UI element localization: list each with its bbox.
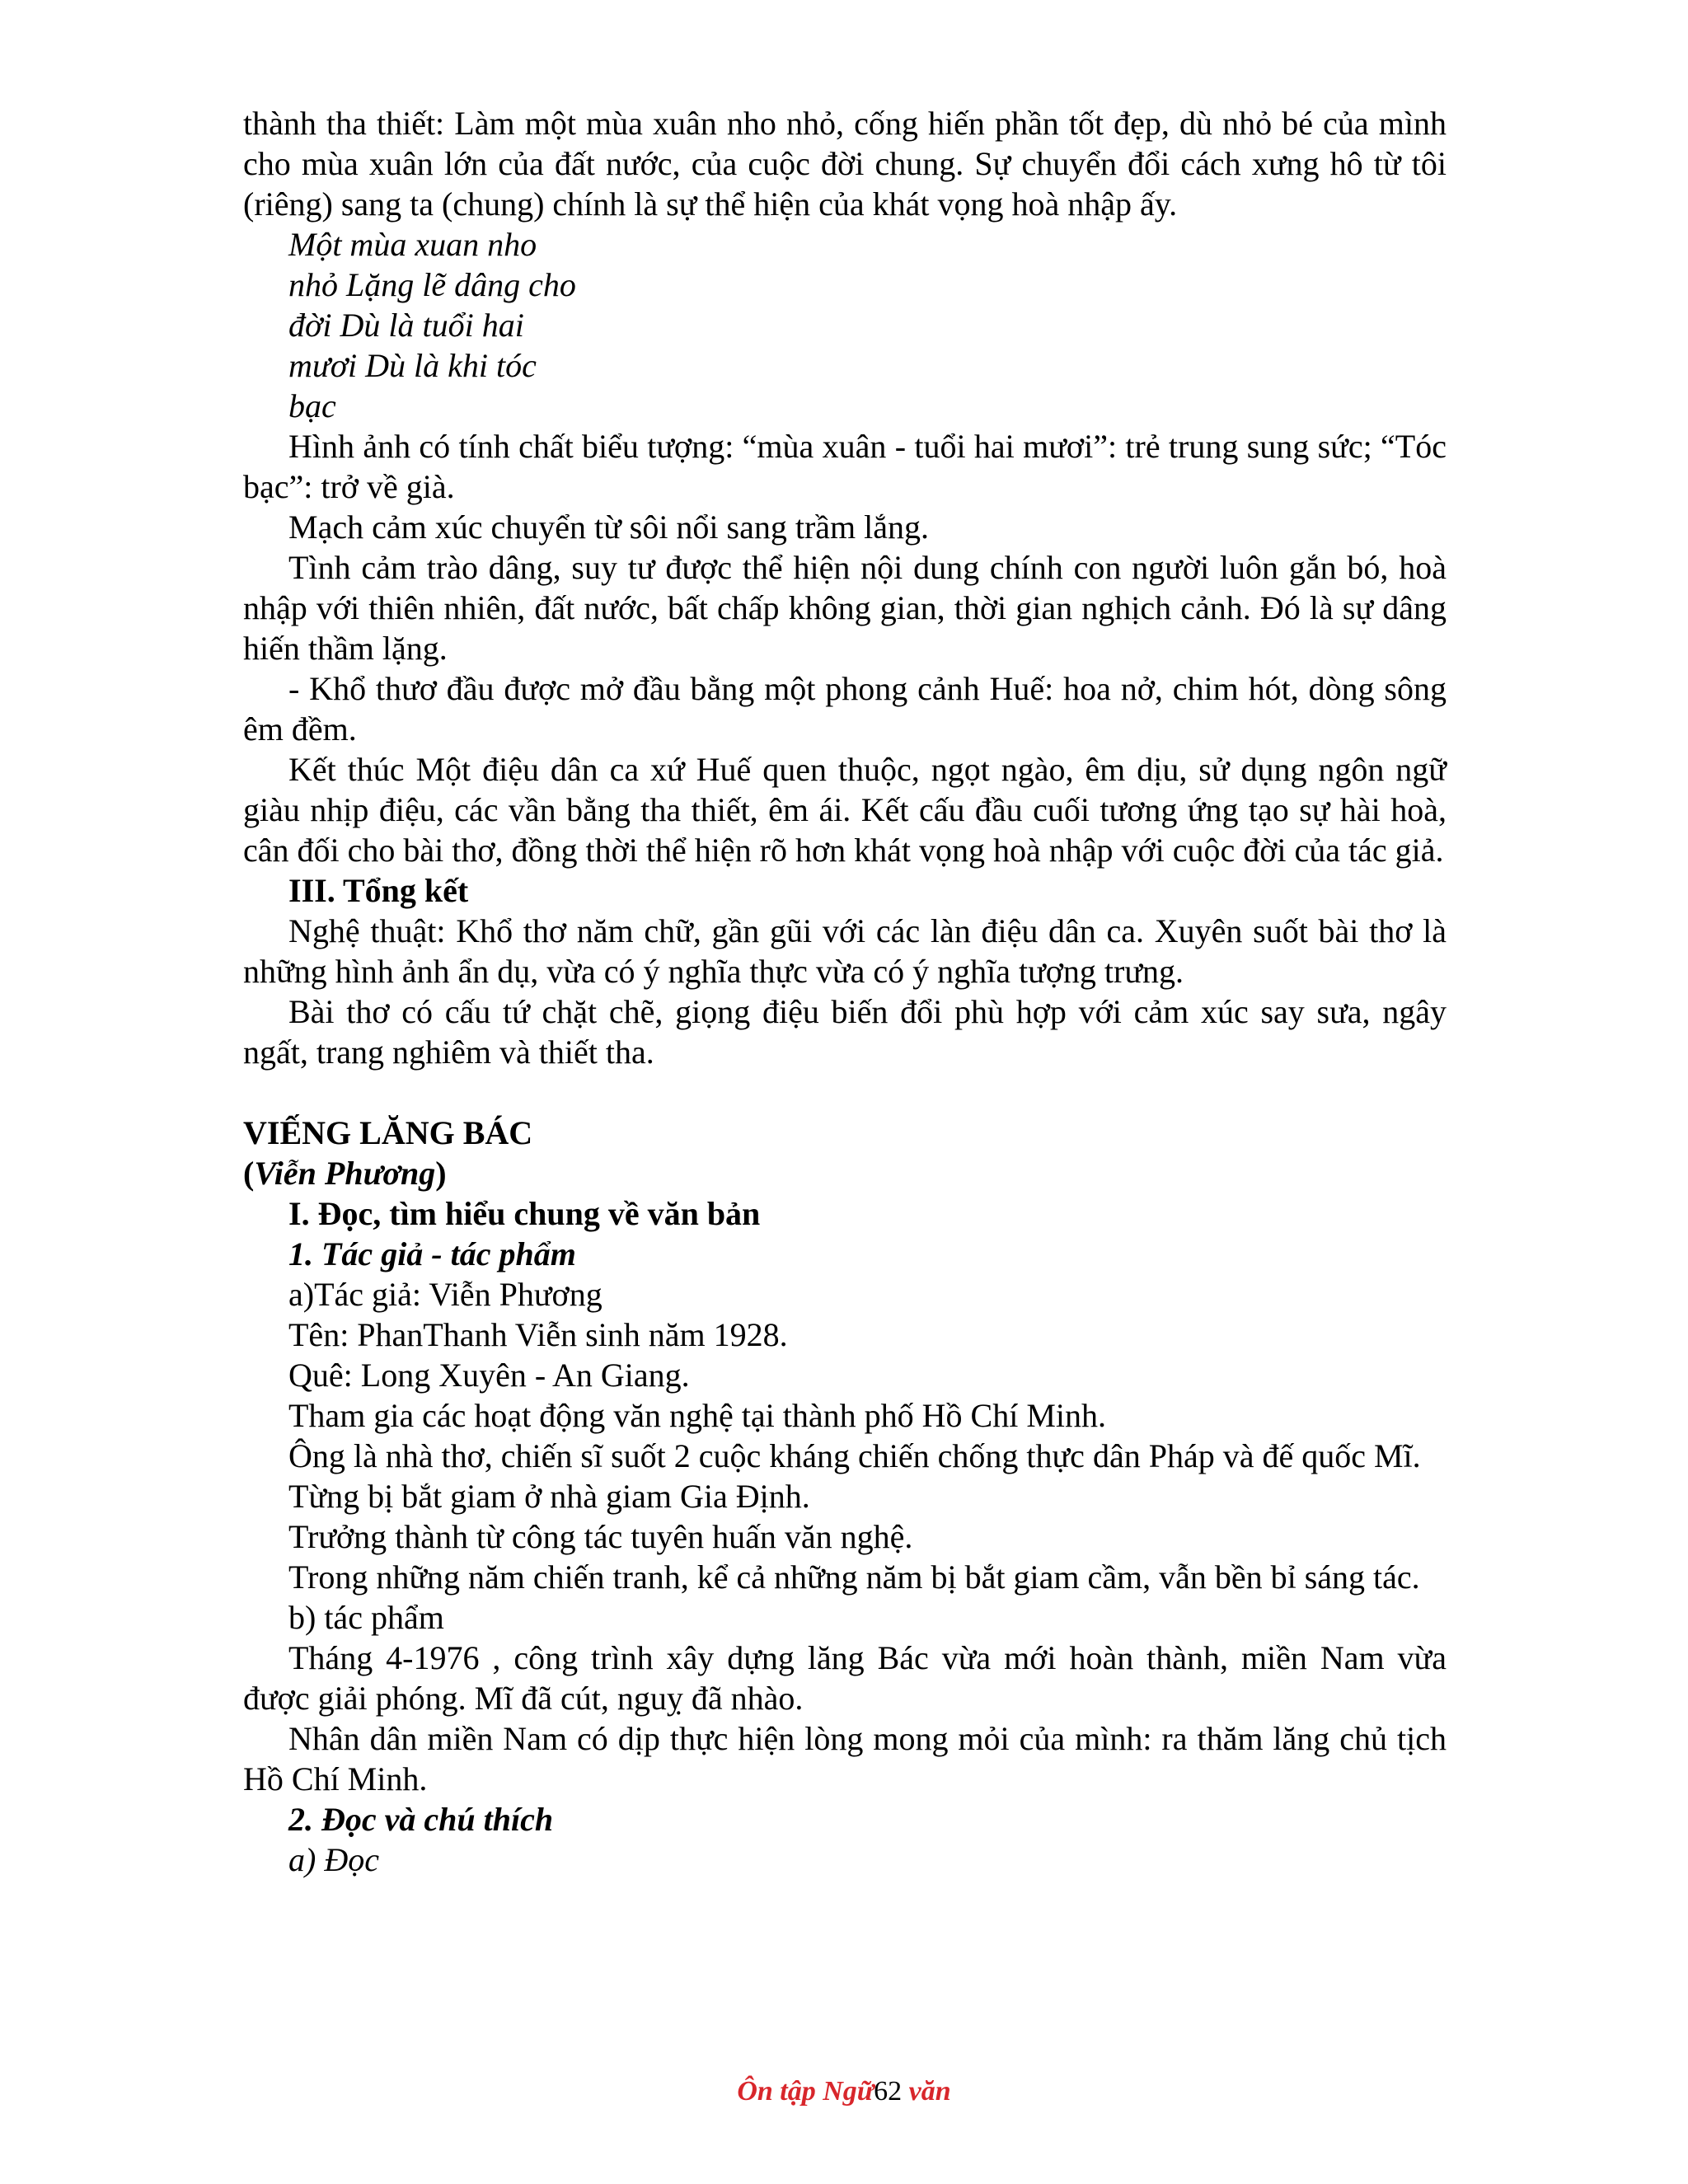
page-number: 62 bbox=[874, 2076, 903, 2107]
footer-title-left: Ôn tập Ngữ bbox=[737, 2076, 874, 2107]
page-footer bbox=[0, 2075, 1688, 2108]
author-paren-open: ( bbox=[243, 1155, 255, 1192]
paragraph: Hình ảnh có tính chất biểu tượng: “mùa xuân - tuổi hai mươi”: trẻ trung sung sức; “Tóc bạc”: trở về già. bbox=[243, 428, 1447, 505]
paragraph: Nhân dân miền Nam có dịp thực hiện lòng mong mỏi của mình: ra thăm lăng chủ tịch Hồ Chí Minh. bbox=[243, 1720, 1447, 1797]
paragraph: Từng bị bắt giam ở nhà giam Gia Định. bbox=[288, 1478, 810, 1515]
author-paren-close: ) bbox=[435, 1155, 447, 1192]
paragraph: Mạch cảm xúc chuyển từ sôi nổi sang trầm lắng. bbox=[288, 509, 930, 546]
subsection-heading: 2. Đọc và chú thích bbox=[288, 1801, 554, 1838]
paragraph: - Khổ thươ đầu được mở đầu bằng một phong cảnh Huế: hoa nở, chim hót, dòng sông êm đềm. bbox=[243, 670, 1447, 748]
poem-excerpt bbox=[288, 224, 1447, 426]
poem-line: nhỏ Lặng lẽ dâng cho bbox=[288, 266, 576, 303]
author-name: Viễn Phương bbox=[254, 1155, 436, 1192]
poem-line: đời Dù là tuổi hai bbox=[288, 307, 524, 344]
section-heading: III. Tổng kết bbox=[288, 872, 469, 909]
paragraph: Bài thơ có cấu tứ chặt chẽ, giọng điệu biến đổi phù hợp với cảm xúc say sưa, ngây ngất, trang nghiêm và thiết tha. bbox=[243, 993, 1447, 1071]
page-content bbox=[243, 103, 1447, 1880]
paragraph: Kết thúc Một điệu dân ca xứ Huế quen thuộc, ngọt ngào, êm dịu, sử dụng ngôn ngữ giàu nhịp điệu, các vần bằng tha thiết, êm ái. Kết cấu đầu cuối tương ứng tạo sự hài hoà, cân đối cho bài thơ, đồng thời thể hiện rõ hơn khát vọng hoà nhập với cuộc đời của tác giả. bbox=[243, 751, 1447, 869]
poem-author bbox=[243, 1153, 1447, 1193]
poem-line: bạc bbox=[288, 387, 336, 424]
footer-title-right: văn bbox=[902, 2076, 951, 2107]
paragraph: Tham gia các hoạt động văn nghệ tại thành phố Hồ Chí Minh. bbox=[288, 1397, 1107, 1434]
poem-line: mươi Dù là khi tóc bbox=[288, 347, 537, 384]
paragraph: Ông là nhà thơ, chiến sĩ suốt 2 cuộc kháng chiến chống thực dân Pháp và đế quốc Mĩ. bbox=[288, 1437, 1421, 1474]
poem-title: VIẾNG LĂNG BÁC bbox=[243, 1114, 533, 1151]
paragraph: Nghệ thuật: Khổ thơ năm chữ, gần gũi với các làn điệu dân ca. Xuyên suốt bài thơ là những hình ảnh ẩn dụ, vừa có ý nghĩa thực vừa có ý nghĩa tượng trưng. bbox=[243, 912, 1447, 990]
spacer bbox=[243, 1072, 1447, 1113]
paragraph: Trưởng thành từ công tác tuyên huấn văn nghệ. bbox=[288, 1518, 913, 1555]
paragraph: Tên: PhanThanh Viễn sinh năm 1928. bbox=[288, 1316, 788, 1353]
paragraph: Tháng 4-1976 , công trình xây dựng lăng Bác vừa mới hoàn thành, miền Nam vừa được giải phóng. Mĩ đã cút, nguỵ đã nhào. bbox=[243, 1639, 1447, 1717]
poem-line: Một mùa xuan nho bbox=[288, 226, 537, 263]
section-heading: I. Đọc, tìm hiểu chung về văn bản bbox=[288, 1195, 761, 1232]
paragraph: b) tác phẩm bbox=[288, 1599, 444, 1636]
paragraph: a) Đọc bbox=[288, 1841, 379, 1878]
paragraph: Tình cảm trào dâng, suy tư được thể hiện nội dung chính con người luôn gắn bó, hoà nhập với thiên nhiên, đất nước, bất chấp không gian, thời gian nghịch cảnh. Đó là sự dâng hiến thầm lặng. bbox=[243, 549, 1447, 667]
paragraph: Trong những năm chiến tranh, kể cả những năm bị bắt giam cầm, vẫn bền bỉ sáng tác. bbox=[288, 1558, 1420, 1596]
paragraph: thành tha thiết: Làm một mùa xuân nho nhỏ, cống hiến phần tốt đẹp, dù nhỏ bé của mình cho mùa xuân lớn của đất nước, của cuộc đời chung. Sự chuyển đổi cách xưng hô từ tôi (riêng) sang ta (chung) chính là sự thể hiện của khát vọng hoà nhập ấy. bbox=[243, 105, 1447, 223]
paragraph: Quê: Long Xuyên - An Giang. bbox=[288, 1357, 690, 1394]
paragraph: a)Tác giả: Viễn Phương bbox=[288, 1276, 603, 1313]
subsection-heading: 1. Tác giả - tác phẩm bbox=[288, 1235, 576, 1272]
